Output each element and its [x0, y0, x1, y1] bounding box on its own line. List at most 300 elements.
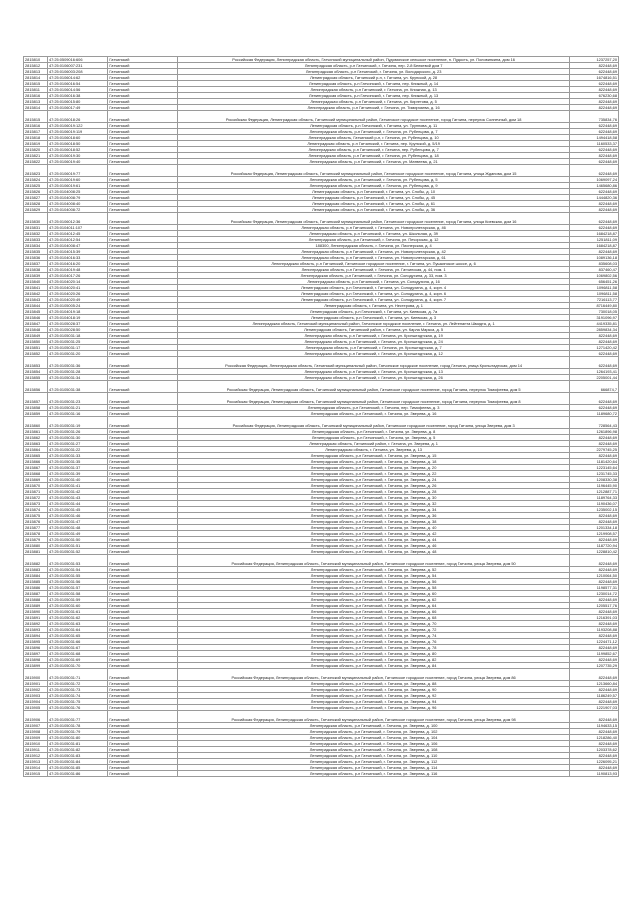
- value-cell: 1271420,42: [570, 345, 619, 351]
- value-cell: 1207735,29: [570, 663, 619, 669]
- address-cell: Ленинградская область, р-н Гатчинский, г. Гатчина, ул. Новопролетарская, д. 46: [178, 225, 570, 231]
- address-cell: Ленинградская область, р-н Гатчинский, г. Гатчина, ул. Новопролетарская, д. 42: [178, 249, 570, 255]
- row-id-cell: 2815841: [24, 285, 48, 291]
- district-cell: Гатчинский: [108, 159, 178, 165]
- row-id-cell: 2815892: [24, 621, 48, 627]
- cadastral-number-cell: 47:25:0105031:81: [47, 741, 107, 747]
- cadastral-number-cell: 47:25:0105031:58: [47, 591, 107, 597]
- address-cell: Российская Федерация, Ленинградская область, Гатчинский муниципальный район, Гатчинское городское поселение, город Гатчина, улица Кронштадтская, дом 14: [178, 357, 570, 369]
- row-id-cell: 2815872: [24, 495, 48, 501]
- cadastral-number-cell: 47:25:0106018:50: [47, 141, 107, 147]
- address-cell: Ленинградская область, р-н Гатчинский, г. Гатчина, ул. Зверева, д. 108: [178, 747, 570, 753]
- address-cell: Российская Федерация, Ленинградская область, Гатчинский муниципальный район, Пудомягское сельское поселение, п. Пудость, ул. Половинкина, дом 16: [178, 57, 570, 63]
- address-cell: Ленинградская область, р-н Гатчинский, г. Гатчина, ул. Зверева, д. 26: [178, 483, 570, 489]
- cadastral-number-cell: 47:25:0104011:107: [47, 225, 107, 231]
- district-cell: Гатчинский: [108, 609, 178, 615]
- district-cell: Гатчинский: [108, 201, 178, 207]
- address-cell: Ленинградская область, р-н Гатчинский, г. Гатчина, ул. Кронштадтская, д. 26: [178, 375, 570, 381]
- row-id-cell: 2815838: [24, 267, 48, 273]
- district-cell: Гатчинский: [108, 135, 178, 141]
- cadastral-number-cell: 47:25:0105031:65: [47, 633, 107, 639]
- cadastral-number-cell: 47:25:0105031:35: [47, 459, 107, 465]
- row-id-cell: 2815915: [24, 771, 48, 777]
- row-id-cell: 2815879: [24, 537, 48, 543]
- row-id-cell: 2815831: [24, 225, 48, 231]
- district-cell: Гатчинский: [108, 189, 178, 195]
- cadastral-number-cell: 47:25:0104016:20: [47, 261, 107, 267]
- cadastral-number-cell: 47:25:0104012:45: [47, 231, 107, 237]
- address-cell: Ленинградская область, р-н Гатчинский, Гатчинское городское поселение, г. Гатчина, ул. Пушкинское шоссе, д. 6: [178, 261, 570, 267]
- address-cell: Российская Федерация, Ленинградская область, Гатчинский муниципальный район, Гатчинское городское поселение, город Гатчина, улица Зверева, дом 50: [178, 555, 570, 567]
- address-cell: Российская Федерация, Ленинградская область, Гатчинский муниципальный район, Гатчинское городское поселение, город Гатчина, переулок Тимофеева, дом 8: [178, 393, 570, 405]
- row-id-cell: 2815863: [24, 441, 48, 447]
- district-cell: Гатчинский: [108, 681, 178, 687]
- row-id-cell: 2815913: [24, 759, 48, 765]
- address-cell: Ленинградская область, р-н Гатчинский, г. Гатчина, ул. Гатчинская, д. 44, пом. 1: [178, 267, 570, 273]
- value-cell: 822448,69: [570, 657, 619, 663]
- district-cell: Гатчинский: [108, 285, 178, 291]
- address-cell: Ленинградская область, р-н Гатчинский, г. Гатчина, ул. Зверева, д. 66: [178, 609, 570, 615]
- row-id-cell: 2815829: [24, 207, 48, 213]
- row-id-cell: 2815887: [24, 591, 48, 597]
- row-id-cell: 2815815: [24, 111, 48, 123]
- row-id-cell: 2815867: [24, 465, 48, 471]
- value-cell: 1198577,31: [570, 585, 619, 591]
- row-id-cell: 2815812: [24, 63, 48, 69]
- value-cell: 622448,69: [570, 69, 619, 75]
- district-cell: Гатчинский: [108, 729, 178, 735]
- value-cell: 735834,76: [570, 111, 619, 123]
- row-id-cell: 2815912: [24, 753, 48, 759]
- value-cell: 822448,69: [570, 765, 619, 771]
- cadastral-number-cell: 47:25:0104017:26: [47, 273, 107, 279]
- value-cell: 1444820,36: [570, 195, 619, 201]
- district-cell: Гатчинский: [108, 309, 178, 315]
- cadastral-number-cell: 47:25:0106016:38: [47, 93, 107, 99]
- cadastral-number-cell: 47:25:0105031:52: [47, 549, 107, 555]
- district-cell: Гатчинский: [108, 573, 178, 579]
- address-cell: Российская Федерация, Ленинградская область, Гатчинский муниципальный район, Гатчинское городское поселение, город Гатчина, улица Жданова, дом 15: [178, 165, 570, 177]
- district-cell: Гатчинский: [108, 231, 178, 237]
- address-cell: Ленинградская область, р-н Гатчинский, г. Гатчина, ул. Кронштадтская, д. 12: [178, 351, 570, 357]
- cadastral-number-cell: 47:25:0105005:24: [47, 303, 107, 309]
- value-cell: 622448,69: [570, 81, 619, 87]
- cadastral-number-cell: 47:25:0106003:208: [47, 69, 107, 75]
- table-row: [24, 417, 619, 429]
- cadastral-number-cell: 47:25:0105031:19: [47, 417, 107, 429]
- row-id-cell: 2815894: [24, 633, 48, 639]
- value-cell: 1205517,76: [570, 603, 619, 609]
- value-cell: 622448,69: [570, 189, 619, 195]
- row-id-cell: 2815854: [24, 369, 48, 375]
- value-cell: 1237257,20: [570, 57, 619, 63]
- value-cell: 822448,69: [570, 597, 619, 603]
- district-cell: Гатчинский: [108, 621, 178, 627]
- row-id-cell: 2815844: [24, 303, 48, 309]
- district-cell: Гатчинский: [108, 627, 178, 633]
- address-cell: Ленинградская область, р-н Гатчинский, г. Гатчина, ул. Зверева, д. 102: [178, 729, 570, 735]
- row-id-cell: 2815874: [24, 507, 48, 513]
- cadastral-number-cell: 47:25:0105031:57: [47, 585, 107, 591]
- value-cell: 1096811,58: [570, 285, 619, 291]
- district-cell: Гатчинский: [108, 651, 178, 657]
- cadastral-number-cell: 47:25:0104008:25: [47, 189, 107, 195]
- value-cell: 822448,69: [570, 567, 619, 573]
- row-id-cell: 2815815: [24, 81, 48, 87]
- district-cell: Гатчинский: [108, 261, 178, 267]
- value-cell: 1160533,37: [570, 141, 619, 147]
- address-cell: Ленинградская область, р-н Гатчинский, г. Гатчина, ул. Зверева, д. 104: [178, 735, 570, 741]
- row-id-cell: 2815877: [24, 525, 48, 531]
- register-table-container: [23, 56, 619, 777]
- row-id-cell: 2815884: [24, 573, 48, 579]
- district-cell: Гатчинский: [108, 513, 178, 519]
- cadastral-number-cell: 47:25:0104020:49: [47, 297, 107, 303]
- district-cell: Гатчинский: [108, 579, 178, 585]
- cadastral-number-cell: 47:25:0105031:76: [47, 705, 107, 711]
- address-cell: Ленинградская область, р-н Гатчинский, г. Гатчина, ул. Зверева, д. 74: [178, 633, 570, 639]
- district-cell: Гатчинский: [108, 213, 178, 225]
- cadastral-number-cell: 47:25:0105031:17: [47, 345, 107, 351]
- cadastral-number-cell: 47:25:0105031:46: [47, 513, 107, 519]
- district-cell: Гатчинский: [108, 759, 178, 765]
- district-cell: Гатчинский: [108, 141, 178, 147]
- cadastral-number-cell: 47:25:0105031:33: [47, 453, 107, 459]
- address-cell: Ленинградская область, г. Гатчина, ул. Зверева, д. 13: [178, 447, 570, 453]
- value-cell: 2205001,44: [570, 375, 619, 381]
- cadastral-number-cell: 47:25:0105031:41: [47, 483, 107, 489]
- address-cell: Ленинградская область, р-н Гатчинский, г. Гатчина, ул. Зверева, д. 88: [178, 681, 570, 687]
- address-cell: Ленинградская область, р-н Гатчинский, г. Гатчина, ул. Рубенцова, д. 7: [178, 129, 570, 135]
- cadastral-number-cell: 47:25:0105031:64: [47, 627, 107, 633]
- value-cell: 1210064,50: [570, 573, 619, 579]
- row-id-cell: 2815826: [24, 189, 48, 195]
- value-cell: 822448,69: [570, 441, 619, 447]
- row-id-cell: 2815885: [24, 579, 48, 585]
- value-cell: 1201334,18: [570, 525, 619, 531]
- value-cell: 1196445,90: [570, 483, 619, 489]
- address-cell: Ленинградская область, р-н Гатчинский, г. Гатчина, ул. Зверева, д. 34: [178, 507, 570, 513]
- value-cell: 1181420,64: [570, 459, 619, 465]
- value-cell: 1189680,72: [570, 411, 619, 417]
- value-cell: 822448,69: [570, 711, 619, 723]
- address-cell: Ленинградская область, р-н Гатчинский, г. Гатчина, ул. Зверева, д. 76: [178, 639, 570, 645]
- district-cell: Гатчинский: [108, 711, 178, 723]
- district-cell: Гатчинский: [108, 147, 178, 153]
- row-id-cell: 2815878: [24, 531, 48, 537]
- table-row: [24, 669, 619, 681]
- district-cell: Гатчинский: [108, 267, 178, 273]
- district-cell: Гатчинский: [108, 453, 178, 459]
- district-cell: Гатчинский: [108, 429, 178, 435]
- value-cell: 1494418,58: [570, 135, 619, 141]
- cadastral-number-cell: 47:25:0105031:54: [47, 567, 107, 573]
- row-id-cell: 2815898: [24, 657, 48, 663]
- table-row: [24, 555, 619, 567]
- row-id-cell: 2815824: [24, 177, 48, 183]
- cadastral-number-cell: 47:25:0104008:72: [47, 207, 107, 213]
- row-id-cell: 2815861: [24, 429, 48, 435]
- value-cell: 1208330,38: [570, 477, 619, 483]
- district-cell: Гатчинский: [108, 411, 178, 417]
- table-row: [24, 357, 619, 369]
- row-id-cell: 2815886: [24, 585, 48, 591]
- row-id-cell: 2815846: [24, 315, 48, 321]
- value-cell: 822448,69: [570, 87, 619, 93]
- district-cell: Гатчинский: [108, 81, 178, 87]
- cadastral-number-cell: 47:25:0105031:68: [47, 651, 107, 657]
- address-cell: Ленинградская область, р-н Гатчинский, г. Гатчина, ул. Киевская, д. 7а: [178, 309, 570, 315]
- district-cell: Гатчинский: [108, 225, 178, 231]
- address-cell: Ленинградская область, р-н Гатчинский, г. Гатчина, ул. Новопролетарская, д. 61: [178, 255, 570, 261]
- row-id-cell: 2815855: [24, 375, 48, 381]
- row-id-cell: 2815813: [24, 69, 48, 75]
- value-cell: 730018,05: [570, 309, 619, 315]
- district-cell: Гатчинский: [108, 639, 178, 645]
- cadastral-number-cell: 47:25:0106018:52: [47, 147, 107, 153]
- row-id-cell: 2815901: [24, 681, 48, 687]
- cadastral-number-cell: 47:25:0105031:51: [47, 543, 107, 549]
- value-cell: 1212887,71: [570, 489, 619, 495]
- row-id-cell: 2815869: [24, 477, 48, 483]
- row-id-cell: 2815827: [24, 195, 48, 201]
- row-id-cell: 2815850: [24, 339, 48, 345]
- address-cell: Ленинградская область, р-н Гатчинский, г. Гатчина, ул. Солодухина, д. 16: [178, 279, 570, 285]
- cadastral-number-cell: 47:25:0105031:84: [47, 759, 107, 765]
- row-id-cell: 2815882: [24, 555, 48, 567]
- address-cell: Ленинградская область, р-н Гатчинский, г. Гатчина, ул. Книжная, д. 13: [178, 87, 570, 93]
- row-id-cell: 2815849: [24, 333, 48, 339]
- address-cell: Ленинградская область, р-н Гатчинский, г. Гатчина, ул. Зверева, д. 110: [178, 753, 570, 759]
- address-cell: Ленинградская область, р-н Гатчинский, г. Гатчина, ул. Кронштадтская, д. 19: [178, 333, 570, 339]
- address-cell: Ленинградская область, р-н Гатчинский, г. Гатчина, ул. Зверева, д. 114: [178, 765, 570, 771]
- cadastral-number-cell: 47:25:0105031:69: [47, 657, 107, 663]
- address-cell: Ленинградская область, р-н Гатчинский, г. Гатчина, ул. Киевская, д. 3: [178, 315, 570, 321]
- cadastral-number-cell: 47:25:0105031:62: [47, 615, 107, 621]
- address-cell: Ленинградская область, р-н Гатчинский, г. Гатчина, пер. Книжный, д. 13: [178, 93, 570, 99]
- cadastral-number-cell: 47:25:0105031:61: [47, 609, 107, 615]
- district-cell: Гатчинский: [108, 441, 178, 447]
- row-id-cell: 2815859: [24, 411, 48, 417]
- address-cell: Ленинградская область, р-н Гатчинский, г. Гатчина, ул. Слобы, д. 10: [178, 189, 570, 195]
- address-cell: Ленинградская область, р-н Гатчинский, г. Гатчина, ул. Зверева, д. 64: [178, 603, 570, 609]
- address-cell: Ленинградская область, р-н Гатчинский, г. Гатчина, пер. 2-й Беляевой дом 7: [178, 63, 570, 69]
- district-cell: Гатчинский: [108, 321, 178, 327]
- cadastral-number-cell: 47:25:0105031:78: [47, 723, 107, 729]
- value-cell: 822448,69: [570, 741, 619, 747]
- district-cell: Гатчинский: [108, 699, 178, 705]
- cadastral-number-cell: 47:25:0105028:50: [47, 327, 107, 333]
- address-cell: Ленинградская область, р-н Гатчинский, г. Гатчина, ул. Зверева, д. 28: [178, 489, 570, 495]
- value-cell: 3191096,97: [570, 315, 619, 321]
- district-cell: Гатчинский: [108, 177, 178, 183]
- cadastral-number-cell: 47:25:0105031:79: [47, 729, 107, 735]
- address-cell: Ленинградская область, Гатчинский р-н, г. Гатчина, ул. Рубенцова, д. 10: [178, 135, 570, 141]
- row-id-cell: 2815833: [24, 237, 48, 243]
- address-cell: Ленинградская область, р-н Гатчинский, г. Гатчина, ул. Зверева, д. 15: [178, 453, 570, 459]
- value-cell: 622448,69: [570, 129, 619, 135]
- address-cell: Ленинградская область, р-н Гатчинский, г. Гатчина, пер. Рубенцова, д. 7: [178, 147, 570, 153]
- cadastral-number-cell: 47:25:0105031:75: [47, 699, 107, 705]
- address-cell: Ленинградская область, р-н Гатчинский, г. Гатчина, ул. Зверева, д. 38: [178, 519, 570, 525]
- address-cell: Ленинградская область, р-н Гатчинский, г. Гатчина, ул. Зверева, д. 22: [178, 471, 570, 477]
- district-cell: Гатчинский: [108, 237, 178, 243]
- cadastral-number-cell: 47:25:0105031:59: [47, 597, 107, 603]
- value-cell: 822448,69: [570, 435, 619, 441]
- row-id-cell: 2815830: [24, 213, 48, 225]
- value-cell: 822448,69: [570, 699, 619, 705]
- address-cell: Ленинградская область, р-н Гатчинский, г. Гатчина, ул. Зверева, д. 90: [178, 687, 570, 693]
- district-cell: Гатчинский: [108, 663, 178, 669]
- row-id-cell: 2815814: [24, 105, 48, 111]
- district-cell: Гатчинский: [108, 537, 178, 543]
- row-id-cell: 2815864: [24, 447, 48, 453]
- value-cell: 622448,69: [570, 213, 619, 225]
- cadastral-number-cell: 47:25:0106016:54: [47, 81, 107, 87]
- cadastral-number-cell: 47:25:0105031:60: [47, 603, 107, 609]
- district-cell: Гатчинский: [108, 435, 178, 441]
- address-cell: Ленинградская область, р-н Гатчинский, г. Гатчина, ул. Матвеева, д. 21: [178, 159, 570, 165]
- cadastral-number-cell: 47:25:0106019:77: [47, 165, 107, 177]
- district-cell: Гатчинский: [108, 657, 178, 663]
- cadastral-number-cell: 47:25:0105031:21: [47, 405, 107, 411]
- district-cell: Гатчинский: [108, 345, 178, 351]
- row-id-cell: 2815889: [24, 603, 48, 609]
- district-cell: Гатчинский: [108, 531, 178, 537]
- district-cell: Гатчинский: [108, 87, 178, 93]
- district-cell: Гатчинский: [108, 381, 178, 393]
- row-id-cell: 2815836: [24, 255, 48, 261]
- district-cell: Гатчинский: [108, 771, 178, 777]
- address-cell: 188300, Ленинградская область, г. Гатчина, ул. Пионерская, д. 4: [178, 243, 570, 249]
- address-cell: Ленинградская область, р-н Гатчинский, г. Гатчина, ул. Зверева, д. 48: [178, 549, 570, 555]
- address-cell: Ленинградская область, р-н Гатчинский, г. Гатчина, ул. Зверева, д. 30: [178, 495, 570, 501]
- cadastral-number-cell: 47:25:0509016:606: [47, 57, 107, 63]
- row-id-cell: 2815909: [24, 735, 48, 741]
- cadastral-number-cell: 47:25:0105031:50: [47, 537, 107, 543]
- address-cell: Ленинградская область, р-н Гатчинский, г. Гатчина, ул. Зверева, д. 8: [178, 429, 570, 435]
- value-cell: 1684218,87: [570, 231, 619, 237]
- row-id-cell: 2815834: [24, 243, 48, 249]
- row-id-cell: 2815817: [24, 129, 48, 135]
- cadastral-number-cell: 47:25:0104008:79: [47, 195, 107, 201]
- value-cell: 1199852,67: [570, 651, 619, 657]
- district-cell: Гатчинский: [108, 375, 178, 381]
- row-id-cell: 2815900: [24, 669, 48, 681]
- address-cell: Ленинградская область, р-н Гатчинский, г. Гатчина, ул. Зверева, д. 56: [178, 579, 570, 585]
- cadastral-number-cell: 47:25:0105031:56: [47, 579, 107, 585]
- table-row: [24, 165, 619, 177]
- cadastral-number-cell: 47:25:0105031:34: [47, 375, 107, 381]
- cadastral-number-cell: 47:25:0105031:38: [47, 381, 107, 393]
- row-id-cell: 2815890: [24, 609, 48, 615]
- cadastral-number-cell: 47:25:0104015:39: [47, 249, 107, 255]
- row-id-cell: 2815811: [24, 87, 48, 93]
- row-id-cell: 2815875: [24, 513, 48, 519]
- cadastral-number-cell: 47:25:0104019:48: [47, 267, 107, 273]
- value-cell: 656451,26: [570, 279, 619, 285]
- cadastral-number-cell: 47:25:0105031:43: [47, 495, 107, 501]
- cadastral-number-cell: 47:25:0106018:26: [47, 111, 107, 123]
- cadastral-number-cell: 47:25:0105031:66: [47, 639, 107, 645]
- row-id-cell: 2815848: [24, 327, 48, 333]
- cadastral-number-cell: 47:25:0105031:28: [47, 369, 107, 375]
- cadastral-number-cell: 47:25:0105031:25: [47, 339, 107, 345]
- cadastral-number-cell: 47:25:0105031:27: [47, 441, 107, 447]
- address-cell: Ленинградская область, р-н Гатчинский, г. Гатчина, ул. Школьная, д. 39: [178, 231, 570, 237]
- value-cell: 822448,69: [570, 753, 619, 759]
- address-cell: Ленинградская область, р-н Гатчинский, г. Гатчина, ул. Зверева, д. 82: [178, 657, 570, 663]
- district-cell: Гатчинский: [108, 669, 178, 681]
- cadastral-number-cell: 47:25:0106014:62: [47, 75, 107, 81]
- district-cell: Гатчинский: [108, 111, 178, 123]
- cadastral-number-cell: 47:25:0106018:60: [47, 135, 107, 141]
- district-cell: Гатчинский: [108, 297, 178, 303]
- cadastral-number-cell: 47:25:0104008:40: [47, 201, 107, 207]
- address-cell: Ленинградская область, р-н Гатчинский, г. Гатчина, ул. Зверева, д. 70: [178, 621, 570, 627]
- address-cell: Ленинградская область, р-н Гатчинский, г. Гатчина, ул. Зверева, д. 16: [178, 411, 570, 417]
- district-cell: Гатчинский: [108, 57, 178, 63]
- value-cell: 1230014,72: [570, 591, 619, 597]
- value-cell: 1186249,57: [570, 693, 619, 699]
- value-cell: 622448,69: [570, 225, 619, 231]
- district-cell: Гатчинский: [108, 471, 178, 477]
- district-cell: Гатчинский: [108, 597, 178, 603]
- district-cell: Гатчинский: [108, 291, 178, 297]
- row-id-cell: 2815851: [24, 345, 48, 351]
- row-id-cell: 2815873: [24, 501, 48, 507]
- value-cell: 822448,69: [570, 621, 619, 627]
- cadastral-number-cell: 47:25:0105031:49: [47, 531, 107, 537]
- district-cell: Гатчинский: [108, 615, 178, 621]
- cadastral-number-cell: 47:25:0105031:82: [47, 747, 107, 753]
- cadastral-number-cell: 47:25:0105031:30: [47, 435, 107, 441]
- value-cell: 1190436,07: [570, 501, 619, 507]
- cadastral-number-cell: 47:25:0106019:61: [47, 183, 107, 189]
- value-cell: 822448,69: [570, 207, 619, 213]
- row-id-cell: 2815904: [24, 699, 48, 705]
- cadastral-number-cell: 47:25:0106019:40: [47, 159, 107, 165]
- value-cell: 1674816,51: [570, 75, 619, 81]
- row-id-cell: 2815908: [24, 729, 48, 735]
- cadastral-number-cell: 47:25:0105031:16: [47, 411, 107, 417]
- district-cell: Гатчинский: [108, 477, 178, 483]
- district-cell: Гатчинский: [108, 129, 178, 135]
- value-cell: 822448,69: [570, 513, 619, 519]
- cadastral-number-cell: 47:25:0105031:71: [47, 669, 107, 681]
- table-row: [24, 711, 619, 723]
- value-cell: 822448,69: [570, 249, 619, 255]
- address-cell: Ленинградская область, р-н Гатчинский, г. Гатчина, ул. Кронштадтская, д. 24: [178, 339, 570, 345]
- address-cell: Ленинградская область, р-н Гатчинский, г. Гатчина, ул. Зверева, д. 44: [178, 537, 570, 543]
- district-cell: Гатчинский: [108, 249, 178, 255]
- row-id-cell: 2815810: [24, 57, 48, 63]
- value-cell: 822448,69: [570, 537, 619, 543]
- address-cell: Ленинградская область, р-н Гатчинский, г. Гатчина, пер. Крупской, д. 5/19: [178, 141, 570, 147]
- row-id-cell: 2815822: [24, 159, 48, 165]
- district-cell: Гатчинский: [108, 723, 178, 729]
- address-cell: Ленинградская область, р-н Гатчинский, г. Гатчина, ул. Рубенцова, д. 5: [178, 177, 570, 183]
- row-id-cell: 2815880: [24, 543, 48, 549]
- district-cell: Гатчинский: [108, 333, 178, 339]
- value-cell: 822448,69: [570, 687, 619, 693]
- cadastral-number-cell: 47:25:0105031:73: [47, 687, 107, 693]
- cadastral-number-cell: 47:25:0105031:42: [47, 489, 107, 495]
- district-cell: Гатчинский: [108, 687, 178, 693]
- value-cell: 622448,69: [570, 351, 619, 357]
- cadastral-number-cell: 47:25:0104020:26: [47, 291, 107, 297]
- cadastral-number-cell: 47:25:0104018:19: [47, 315, 107, 321]
